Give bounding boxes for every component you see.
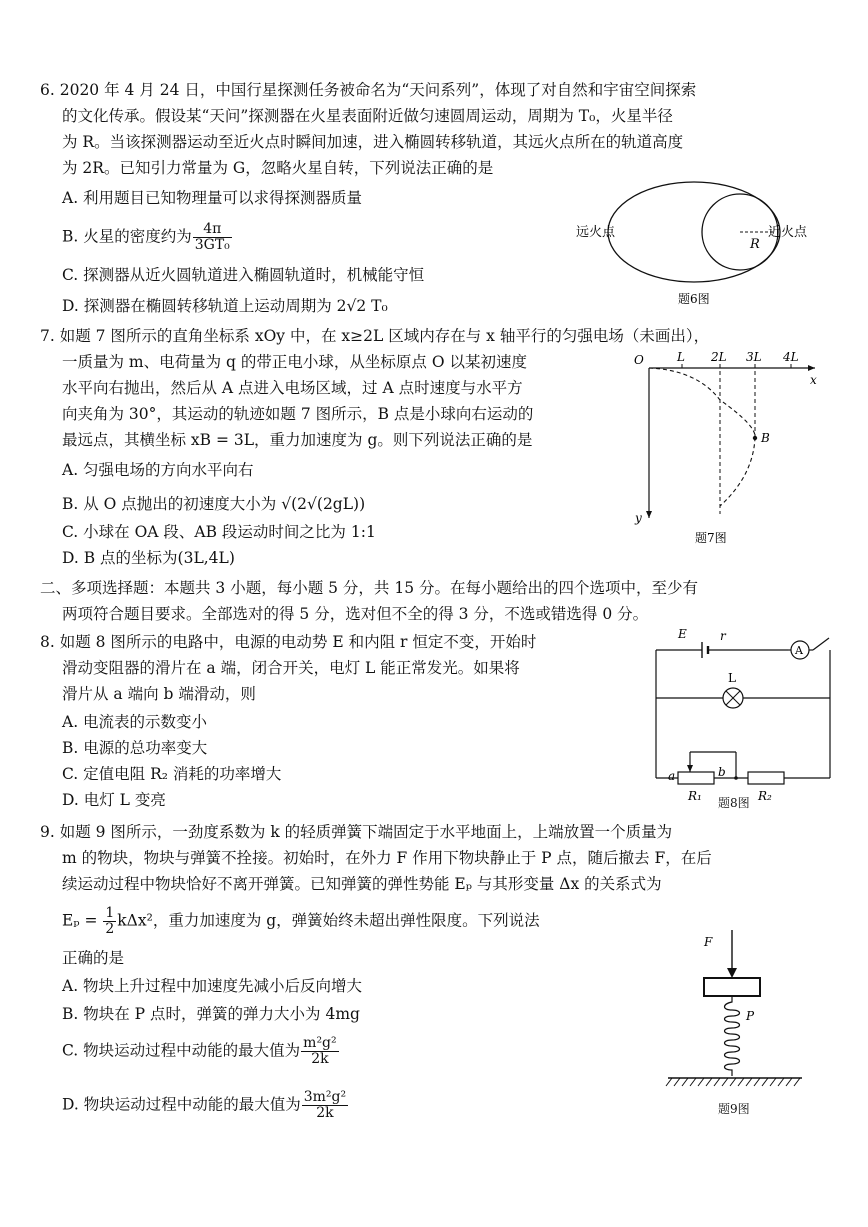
q9-option-d-num: 3m²g²: [303, 1089, 347, 1105]
q9-option-d: [62, 1090, 349, 1121]
block: [704, 978, 760, 996]
q7-option-b: B. 从 O 点抛出的初速度大小为 √(2√(2gL)): [62, 495, 366, 513]
q7-option-a: A. 匀强电场的方向水平向右: [62, 461, 254, 479]
lamp-label: L: [728, 671, 736, 685]
q6-line-3: 为 R。当该探测器运动至近火点时瞬间加速，进入椭圆转移轨道，其远火点所在的轨道高度: [62, 133, 684, 151]
rheostat-r1: [678, 772, 714, 784]
q7-option-d: D. B 点的坐标为(3L,4L): [62, 549, 235, 567]
q6-option-b-den: 3GT₀: [194, 237, 230, 253]
label-2L: 2L: [711, 350, 727, 364]
slider-arrow: [687, 765, 693, 772]
y-axis-arrow: [646, 511, 652, 518]
spring: [725, 996, 740, 1076]
q6-line-1: 6. 2020 年 4 月 24 日，中国行星探测任务被命名为“天问系列”，体现了对自然和宇宙空间探索: [40, 81, 697, 99]
q6-line-2: 的文化传承。假设某“天问”探测器在火星表面附近做匀速圆周运动，周期为 T₀，火星半径: [62, 107, 673, 125]
q9-option-c: [62, 1036, 340, 1067]
b-label: B: [761, 431, 770, 445]
q9-option-d-prefix: D. 物块运动过程中动能的最大值为: [62, 1095, 301, 1114]
q6-option-b-prefix: B. 火星的密度约为: [62, 227, 192, 246]
q9-half-fraction: [103, 906, 116, 937]
q9-option-d-fraction: [302, 1090, 348, 1121]
origin-label: O: [634, 353, 644, 367]
emf-label: E: [678, 627, 687, 641]
r1-label: R₁: [688, 789, 702, 803]
force-arrow-head: [727, 968, 737, 978]
q9-line-2: m 的物块，物块与弹簧不拴接。初始时，在外力 F 作用下物块静止于 P 点，随后撤去 F，在后: [62, 849, 712, 867]
q8-line-3: 滑片从 a 端向 b 端滑动，则: [62, 685, 256, 703]
q7-line-2: 一质量为 m、电荷量为 q 的带正电小球，从坐标原点 O 以某初速度: [62, 353, 527, 371]
q6-option-b-fraction: [193, 222, 232, 253]
q9-option-a: A. 物块上升过程中加速度先减小后反向增大: [62, 977, 363, 995]
ammeter-label: A: [795, 644, 803, 657]
fig9-caption: 题9图: [718, 1102, 750, 1116]
q9-half-den: 2: [105, 921, 115, 937]
x-axis-label: x: [810, 373, 817, 387]
q8-line-2: 滑动变阻器的滑片在 a 端，闭合开关，电灯 L 能正常发光。如果将: [62, 659, 520, 677]
q7-line-3: 水平向右抛出，然后从 A 点进入电场区域，过 A 点时速度与水平方: [62, 379, 523, 397]
trajectory-figure: [625, 346, 825, 546]
q6-option-b: [62, 222, 233, 253]
q6-option-d: D. 探测器在椭圆转移轨道上运动周期为 2√2 T₀: [62, 297, 388, 315]
q9-line-4-rest: kΔx²，重力加速度为 g，弹簧始终未超出弹性限度。下列说法: [117, 911, 540, 930]
q9-option-d-den: 2k: [316, 1105, 334, 1121]
q9-option-c-den: 2k: [311, 1051, 329, 1067]
q7-line-1: 7. 如题 7 图所示的直角坐标系 xOy 中，在 x≥2L 区域内存在与 x 轴平行的匀强电场（未画出），: [40, 327, 710, 345]
label-3L: 3L: [746, 350, 762, 364]
fig7-caption: 题7图: [695, 531, 727, 545]
q7-line-4: 向夹角为 30°，其运动的轨迹如题 7 图所示，B 点是小球向右运动的: [62, 405, 534, 423]
orbit-figure: [568, 178, 833, 308]
switch-blade: [813, 638, 829, 650]
q9-line-3: 续运动过程中物块恰好不离开弹簧。已知弹簧的弹性势能 Eₚ 与其形变量 Δx 的关系式为: [62, 875, 662, 893]
q6-line-4: 为 2R。已知引力常量为 G，忽略火星自转，下列说法正确的是: [62, 159, 494, 177]
section-2-line-2: 两项符合题目要求。全部选对的得 5 分，选对但不全的得 3 分，不选或错选得 0 分。: [62, 605, 649, 623]
label-L: L: [677, 350, 685, 364]
q6-option-c: C. 探测器从近火圆轨道进入椭圆轨道时，机械能守恒: [62, 266, 425, 284]
q9-option-c-prefix: C. 物块运动过程中动能的最大值为: [62, 1041, 301, 1060]
q8-option-b: B. 电源的总功率变大: [62, 739, 208, 757]
resistor-r2: [748, 772, 784, 784]
r2-label: R₂: [758, 789, 772, 803]
q9-half-num: 1: [105, 905, 115, 921]
q8-option-c: C. 定值电阻 R₂ 消耗的功率增大: [62, 765, 282, 783]
q8-line-1: 8. 如题 8 图所示的电路中，电源的电动势 E 和内阻 r 恒定不变，开始时: [40, 633, 537, 651]
q7-option-c: C. 小球在 OA 段、AB 段运动时间之比为 1:1: [62, 523, 376, 541]
q9-line-5: 正确的是: [62, 949, 125, 967]
ground-hatch: [666, 1078, 800, 1086]
point-p-label: P: [746, 1009, 755, 1023]
q9-option-c-num: m²g²: [303, 1035, 337, 1051]
internal-resistance-label: r: [720, 629, 726, 643]
q6-option-a: A. 利用题目已知物理量可以求得探测器质量: [62, 189, 363, 207]
q9-line-1: 9. 如题 9 图所示，一劲度系数为 k 的轻质弹簧下端固定于水平地面上，上端放置一个质量为: [40, 823, 673, 841]
section-2-line-1: 二、多项选择题：本题共 3 小题，每小题 5 分，共 15 分。在每小题给出的四个选项中，至少有: [40, 579, 699, 597]
junction-b: [734, 776, 738, 780]
q8-option-a: A. 电流表的示数变小: [62, 713, 208, 731]
q6-option-b-num: 4π: [193, 222, 232, 238]
force-label: F: [704, 935, 713, 949]
terminal-a-label: a: [668, 769, 676, 783]
q9-ep-prefix: Eₚ =: [62, 911, 103, 930]
q9-option-c-fraction: [301, 1036, 338, 1067]
circuit-figure: [648, 626, 838, 810]
q7-line-5: 最远点，其横坐标 xB = 3L，重力加速度为 g。则下列说法正确的是: [62, 431, 533, 449]
radius-label: R: [750, 237, 760, 252]
spring-figure: [660, 928, 810, 1098]
q9-line-4: [62, 906, 540, 937]
terminal-b-label: b: [718, 765, 726, 779]
far-point-label: 远火点: [576, 225, 616, 240]
label-4L: 4L: [783, 350, 799, 364]
q9-option-b: B. 物块在 P 点时，弹簧的弹力大小为 4mg: [62, 1005, 360, 1023]
fig8-caption: 题8图: [718, 796, 750, 810]
fig6-caption: 题6图: [678, 292, 710, 306]
x-axis-arrow: [808, 365, 815, 371]
y-axis-label: y: [635, 511, 642, 525]
near-point-label: 近火点: [768, 225, 808, 240]
trajectory-curve: [649, 368, 755, 506]
point-b: [753, 436, 757, 440]
q8-option-d: D. 电灯 L 变亮: [62, 791, 166, 809]
